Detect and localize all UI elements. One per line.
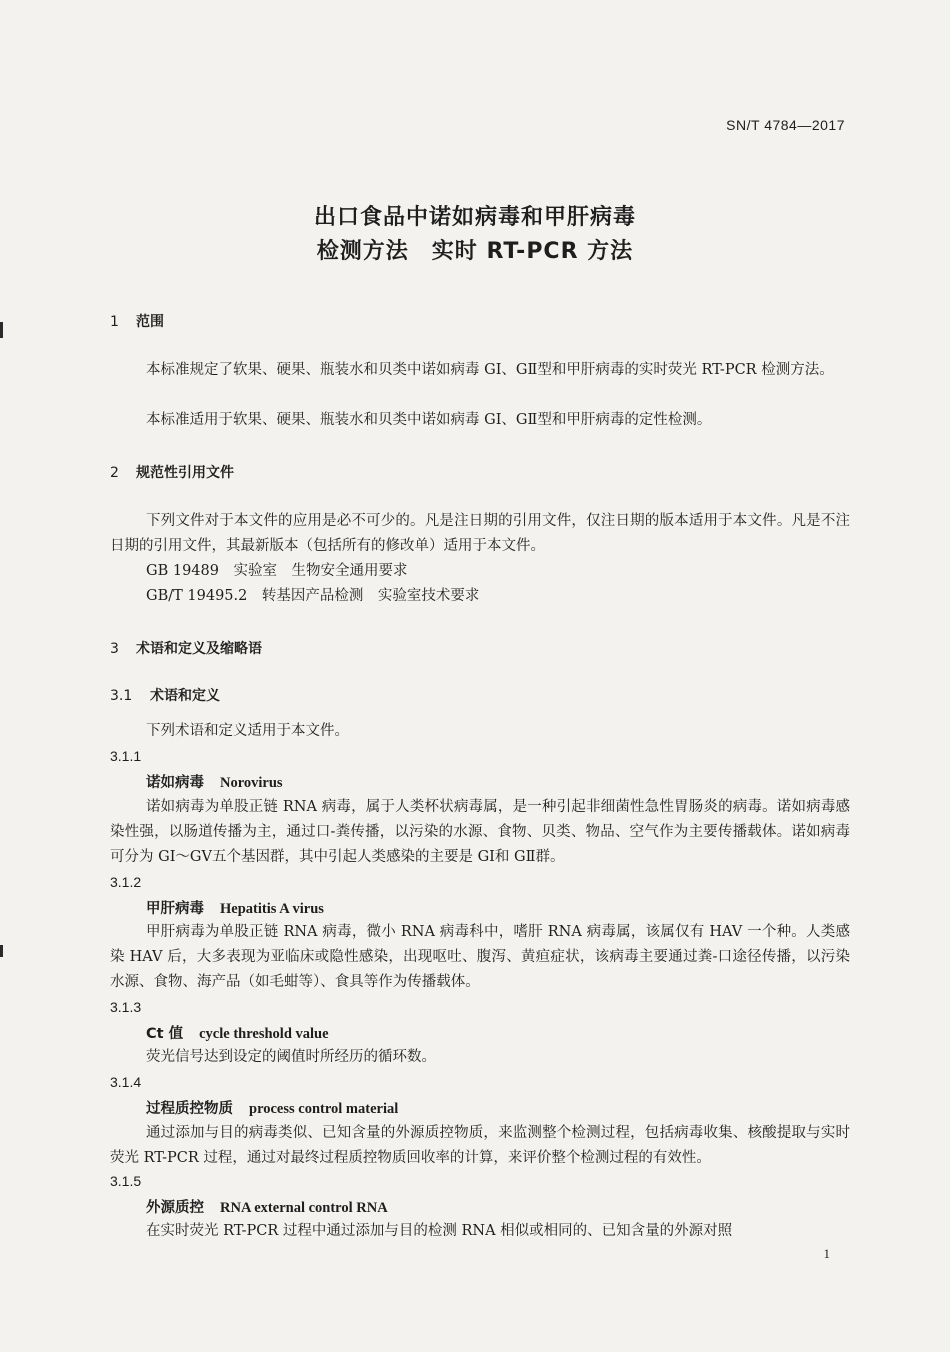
title-line-2: 检测方法 实时 RT-PCR 方法 bbox=[316, 239, 634, 264]
term-heading-external-control bbox=[146, 1196, 388, 1217]
section-3-1-intro: 下列术语和定义适用于本文件。 bbox=[146, 723, 349, 739]
term-number: 3.1.4 bbox=[110, 1074, 142, 1090]
term-en: RNA external control RNA bbox=[220, 1200, 388, 1216]
term-definition-ct-value: 荧光信号达到设定的阈值时所经历的循环数。 bbox=[146, 1049, 436, 1065]
term-zh: 诺如病毒 bbox=[146, 775, 204, 791]
section-number: 3.1 bbox=[110, 688, 133, 704]
section-1-paragraph-2: 本标准适用于软果、硬果、瓶装水和贝类中诺如病毒 GⅠ、GⅡ型和甲肝病毒的定性检测。 bbox=[146, 412, 712, 428]
term-heading-ct-value bbox=[146, 1022, 329, 1043]
section-title: 术语和定义及缩略语 bbox=[136, 641, 262, 657]
term-heading-norovirus bbox=[146, 771, 283, 792]
term-zh: Ct 值 bbox=[146, 1026, 184, 1042]
term-heading-hepatitis-a bbox=[146, 897, 324, 918]
term-en: Norovirus bbox=[220, 775, 283, 791]
standard-number: SN/T 4784—2017 bbox=[726, 117, 845, 133]
section-3-1-heading bbox=[110, 685, 220, 705]
term-heading-process-control bbox=[146, 1097, 398, 1118]
term-definition-external-control: 在实时荧光 RT-PCR 过程中通过添加与目的检测 RNA 相似或相同的、已知含量的外源对照 bbox=[146, 1223, 733, 1239]
reference-gbt-19495-2: GB/T 19495.2 转基因产品检测 实验室技术要求 bbox=[146, 588, 480, 604]
section-3-heading bbox=[110, 638, 262, 658]
term-number: 3.1.3 bbox=[110, 999, 142, 1015]
term-definition-process-control: 通过添加与目的病毒类似、已知含量的外源质控物质，来监测整个检测过程，包括病毒收集、核酸提取与实时荧光 RT-PCR 过程，通过对最终过程质控物质回收率的计算，来评价整个检测过程的有效性。 bbox=[110, 1125, 850, 1166]
term-number: 3.1.2 bbox=[110, 874, 142, 890]
section-title: 术语和定义 bbox=[150, 688, 220, 704]
section-1-paragraph-1: 本标准规定了软果、硬果、瓶装水和贝类中诺如病毒 GⅠ、GⅡ型和甲肝病毒的实时荧光 RT-PCR 检测方法。 bbox=[146, 362, 834, 378]
section-number: 3 bbox=[110, 641, 119, 657]
section-title: 范围 bbox=[136, 314, 164, 330]
reference-gb-19489: GB 19489 实验室 生物安全通用要求 bbox=[146, 563, 408, 579]
term-zh: 过程质控物质 bbox=[146, 1101, 233, 1117]
section-2-heading bbox=[110, 462, 234, 482]
title-line-1: 出口食品中诺如病毒和甲肝病毒 bbox=[313, 205, 636, 230]
scan-edge-mark bbox=[0, 945, 3, 957]
term-number: 3.1.1 bbox=[110, 748, 142, 764]
section-title: 规范性引用文件 bbox=[136, 465, 234, 481]
term-definition-norovirus: 诺如病毒为单股正链 RNA 病毒，属于人类杯状病毒属，是一种引起非细菌性急性胃肠炎的病毒。诺如病毒感染性强，以肠道传播为主，通过口-粪传播，以污染的水源、食物、贝类、物品、空气作为主要传播载体。诺如病毒可分为 GⅠ～GⅤ五个基因群，其中引起人类感染的主要是 GⅠ和 GⅡ群。 bbox=[110, 799, 850, 865]
term-number: 3.1.5 bbox=[110, 1173, 142, 1189]
term-en: cycle threshold value bbox=[199, 1026, 329, 1042]
page-number: 1 bbox=[823, 1246, 830, 1261]
scan-edge-mark bbox=[0, 322, 3, 338]
term-en: process control material bbox=[249, 1101, 399, 1117]
term-zh: 外源质控 bbox=[146, 1200, 204, 1216]
term-definition-hepatitis-a: 甲肝病毒为单股正链 RNA 病毒，微小 RNA 病毒科中，嗜肝 RNA 病毒属，该属仅有 HAV 一个种。人类感染 HAV 后，大多表现为亚临床或隐性感染，出现呕吐、腹泻、黄疸症状，该病毒主要通过粪-口途径传播，以污染水源、食物、海产品（如毛蚶等）、食具等作为传播载体。 bbox=[110, 924, 850, 990]
section-number: 1 bbox=[110, 314, 119, 330]
section-1-heading bbox=[110, 311, 164, 331]
term-en: Hepatitis A virus bbox=[220, 901, 324, 917]
section-number: 2 bbox=[110, 465, 119, 481]
section-2-paragraph-1: 下列文件对于本文件的应用是必不可少的。凡是注日期的引用文件，仅注日期的版本适用于本文件。凡是不注日期的引用文件，其最新版本（包括所有的修改单）适用于本文件。 bbox=[110, 513, 850, 554]
term-zh: 甲肝病毒 bbox=[146, 901, 204, 917]
